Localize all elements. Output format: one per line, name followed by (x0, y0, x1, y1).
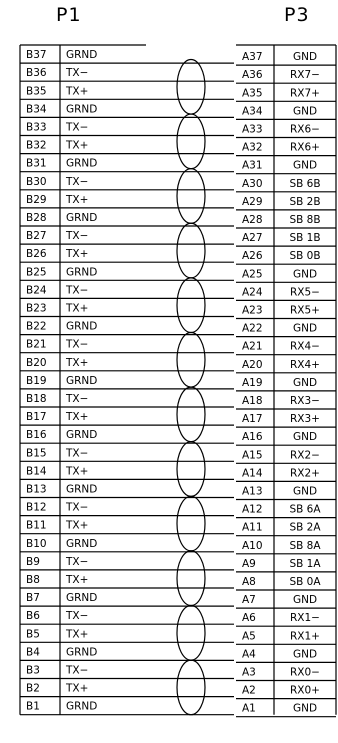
p1-signal-label: TX− (66, 392, 89, 405)
p1-pin-label: B37 (26, 49, 47, 62)
p1-signal-label: TX+ (66, 302, 89, 315)
twisted-pair-oval (177, 332, 205, 387)
p1-signal-label: GRND (66, 429, 98, 442)
p3-pin-label: A6 (242, 612, 256, 625)
p1-signal-label: TX− (66, 447, 89, 460)
p3-pin-label: A36 (242, 69, 263, 82)
twisted-pair-oval (177, 387, 205, 442)
p3-signal-label: RX5+ (290, 304, 320, 317)
p3-signal-label: SB 0B (289, 250, 321, 263)
p1-signal-label: TX− (66, 284, 89, 297)
p1-pin-label: B19 (26, 374, 47, 387)
p1-signal-label: GRND (66, 211, 98, 224)
p3-signal-label: RX5− (290, 286, 320, 299)
p1-signal-label: TX+ (66, 193, 89, 206)
p3-signal-label: RX4+ (290, 358, 320, 371)
p3-pin-label: A19 (242, 376, 263, 389)
p3-signal-label: SB 0A (289, 575, 321, 588)
p1-signal-label: GRND (66, 537, 98, 550)
p1-signal-label: TX+ (66, 248, 89, 261)
p1-pin-label: B33 (26, 121, 47, 134)
p1-pin-label: B15 (26, 447, 47, 460)
p3-signal-label: SB 8B (289, 213, 321, 226)
p3-pin-label: A10 (242, 539, 263, 552)
p1-signal-label: TX+ (66, 85, 89, 98)
twisted-pair-oval (177, 169, 205, 224)
p3-signal-label: GND (292, 648, 318, 661)
p3-pin-label: A1 (242, 702, 256, 715)
p1-pin-label: B12 (26, 501, 47, 514)
p3-signal-label: RX7− (290, 69, 320, 82)
p3-pin-label: A24 (242, 286, 263, 299)
p3-signal-label: SB 6B (289, 177, 321, 190)
p3-pin-label: A35 (242, 87, 263, 100)
p1-signal-label: TX+ (66, 682, 89, 695)
twisted-pair-oval (177, 59, 205, 114)
p3-signal-label: SB 8A (289, 539, 321, 552)
p3-pin-label: A7 (242, 594, 256, 607)
p3-signal-label: RX4− (290, 340, 320, 353)
p1-pin-label: B24 (26, 284, 47, 297)
p1-signal-label: TX+ (66, 139, 89, 152)
p3-pin-label: A28 (242, 213, 263, 226)
p3-signal-label: GND (292, 105, 318, 118)
p1-signal-label: TX+ (66, 465, 89, 478)
twisted-pair-oval (177, 442, 205, 497)
p3-pin-label: A13 (242, 485, 263, 498)
p3-signal-label: GND (292, 376, 318, 389)
p3-signal-label: SB 2A (289, 521, 321, 534)
p3-signal-label: RX3+ (290, 413, 320, 426)
p1-pin-label: B36 (26, 67, 47, 80)
p1-signal-label: TX− (66, 664, 89, 677)
p1-signal-label: TX− (66, 121, 89, 134)
p3-pin-label: A21 (242, 340, 263, 353)
p1-signal-label: TX+ (66, 356, 89, 369)
p1-signal-label: TX+ (66, 519, 89, 532)
p3-pin-label: A3 (242, 666, 256, 679)
p3-pin-label: A11 (242, 521, 263, 534)
p3-pin-label: A5 (242, 630, 256, 643)
p3-signal-label: RX1+ (290, 630, 320, 643)
twisted-pair-oval (177, 114, 205, 169)
p3-signal-label: RX7+ (290, 87, 320, 100)
p3-signal-label: GND (292, 159, 318, 172)
twisted-pair-oval (177, 278, 205, 333)
p1-pin-label: B22 (26, 320, 47, 333)
p1-signal-label: TX− (66, 555, 89, 568)
p1-pin-label: B18 (26, 392, 47, 405)
p1-signal-label: TX− (66, 67, 89, 80)
p1-signal-label: GRND (66, 266, 98, 279)
p1-pin-label: B35 (26, 85, 47, 98)
p1-pin-label: B17 (26, 411, 47, 424)
p1-pin-label: B29 (26, 193, 47, 206)
p3-signal-label: RX0+ (290, 684, 320, 697)
p1-signal-label: GRND (66, 646, 98, 659)
p1-pin-label: B13 (26, 483, 47, 496)
p3-pin-label: A27 (242, 232, 263, 245)
p1-pin-label: B3 (26, 664, 40, 677)
p3-signal-label: RX6+ (290, 141, 320, 154)
p1-signal-label: GRND (66, 103, 98, 116)
p1-signal-label: GRND (66, 157, 98, 170)
p1-pin-label: B11 (26, 519, 47, 532)
p1-pin-label: B20 (26, 356, 47, 369)
p1-pin-label: B31 (26, 157, 47, 170)
p1-pin-label: B5 (26, 628, 40, 641)
p3-signal-label: GND (292, 51, 318, 64)
p3-pin-label: A31 (242, 159, 263, 172)
p1-pin-label: B26 (26, 248, 47, 261)
p3-signal-label: GND (292, 431, 318, 444)
p3-signal-label: SB 1A (289, 557, 321, 570)
p1-pin-label: B32 (26, 139, 47, 152)
p3-pin-label: A22 (242, 322, 263, 335)
p3-pin-label: A14 (242, 467, 263, 480)
twisted-pair-oval (177, 660, 205, 715)
p1-signal-label: TX+ (66, 628, 89, 641)
p1-pin-label: B10 (26, 537, 47, 550)
p1-signal-label: TX− (66, 610, 89, 623)
p3-pin-label: A4 (242, 648, 256, 661)
p1-pin-label: B25 (26, 266, 47, 279)
p3-pin-label: A16 (242, 431, 263, 444)
p1-signal-label: GRND (66, 700, 98, 713)
p3-pin-label: A15 (242, 449, 263, 462)
p3-pin-label: A9 (242, 557, 256, 570)
p1-pin-label: B28 (26, 211, 47, 224)
p3-pin-label: A20 (242, 358, 263, 371)
p1-pin-label: B34 (26, 103, 47, 116)
p1-pin-label: B2 (26, 682, 40, 695)
p1-pin-label: B8 (26, 573, 40, 586)
p3-pin-label: A29 (242, 195, 263, 208)
twisted-pair-oval (177, 496, 205, 551)
p3-signal-label: RX2− (290, 449, 320, 462)
p1-pin-label: B7 (26, 592, 40, 605)
p3-signal-label: RX2+ (290, 467, 320, 480)
p3-signal-label: RX1− (290, 612, 320, 625)
p1-signal-label: TX− (66, 338, 89, 351)
p3-signal-label: GND (292, 702, 318, 715)
p3-signal-label: GND (292, 594, 318, 607)
p3-signal-label: RX0− (290, 666, 320, 679)
p1-signal-label: TX− (66, 230, 89, 243)
p1-signal-label: TX− (66, 501, 89, 514)
p3-signal-label: RX3− (290, 394, 320, 407)
p1-signal-label: GRND (66, 374, 98, 387)
p1-pin-label: B6 (26, 610, 40, 623)
p1-pin-label: B16 (26, 429, 47, 442)
p3-signal-label: RX6− (290, 123, 320, 136)
p1-pin-label: B1 (26, 700, 40, 713)
p1-pin-label: B30 (26, 175, 47, 188)
p3-signal-label: GND (292, 322, 318, 335)
p1-signal-label: GRND (66, 320, 98, 333)
p1-signal-label: TX+ (66, 573, 89, 586)
p3-pin-label: A8 (242, 575, 256, 588)
p1-signal-label: GRND (66, 49, 98, 62)
p1-signal-label: GRND (66, 592, 98, 605)
p1-pin-label: B9 (26, 555, 40, 568)
p1-pin-label: B14 (26, 465, 47, 478)
p3-signal-label: SB 1B (289, 232, 321, 245)
p3-pin-label: A2 (242, 684, 256, 697)
p3-signal-label: GND (292, 268, 318, 281)
connector-p3-title: P3 (284, 4, 310, 26)
p3-pin-label: A18 (242, 394, 263, 407)
twisted-pair-oval (177, 223, 205, 278)
p3-signal-label: SB 2B (289, 195, 321, 208)
p3-pin-label: A33 (242, 123, 263, 136)
p1-pin-label: B23 (26, 302, 47, 315)
p1-signal-label: GRND (66, 483, 98, 496)
p3-signal-label: SB 6A (289, 503, 321, 516)
p3-signal-label: GND (292, 485, 318, 498)
connector-p1-title: P1 (56, 4, 82, 26)
p1-pin-label: B21 (26, 338, 47, 351)
p1-pin-label: B4 (26, 646, 40, 659)
p3-pin-label: A34 (242, 105, 263, 118)
p3-pin-label: A30 (242, 177, 263, 190)
p3-pin-label: A26 (242, 250, 263, 263)
p3-pin-label: A17 (242, 413, 263, 426)
p3-pin-label: A32 (242, 141, 263, 154)
p3-pin-label: A37 (242, 51, 263, 64)
p3-pin-label: A25 (242, 268, 263, 281)
p3-pin-label: A23 (242, 304, 263, 317)
p1-signal-label: TX+ (66, 411, 89, 424)
p3-pin-label: A12 (242, 503, 263, 516)
twisted-pair-oval (177, 551, 205, 606)
p1-signal-label: TX− (66, 175, 89, 188)
p1-pin-label: B27 (26, 230, 47, 243)
twisted-pair-oval (177, 605, 205, 660)
